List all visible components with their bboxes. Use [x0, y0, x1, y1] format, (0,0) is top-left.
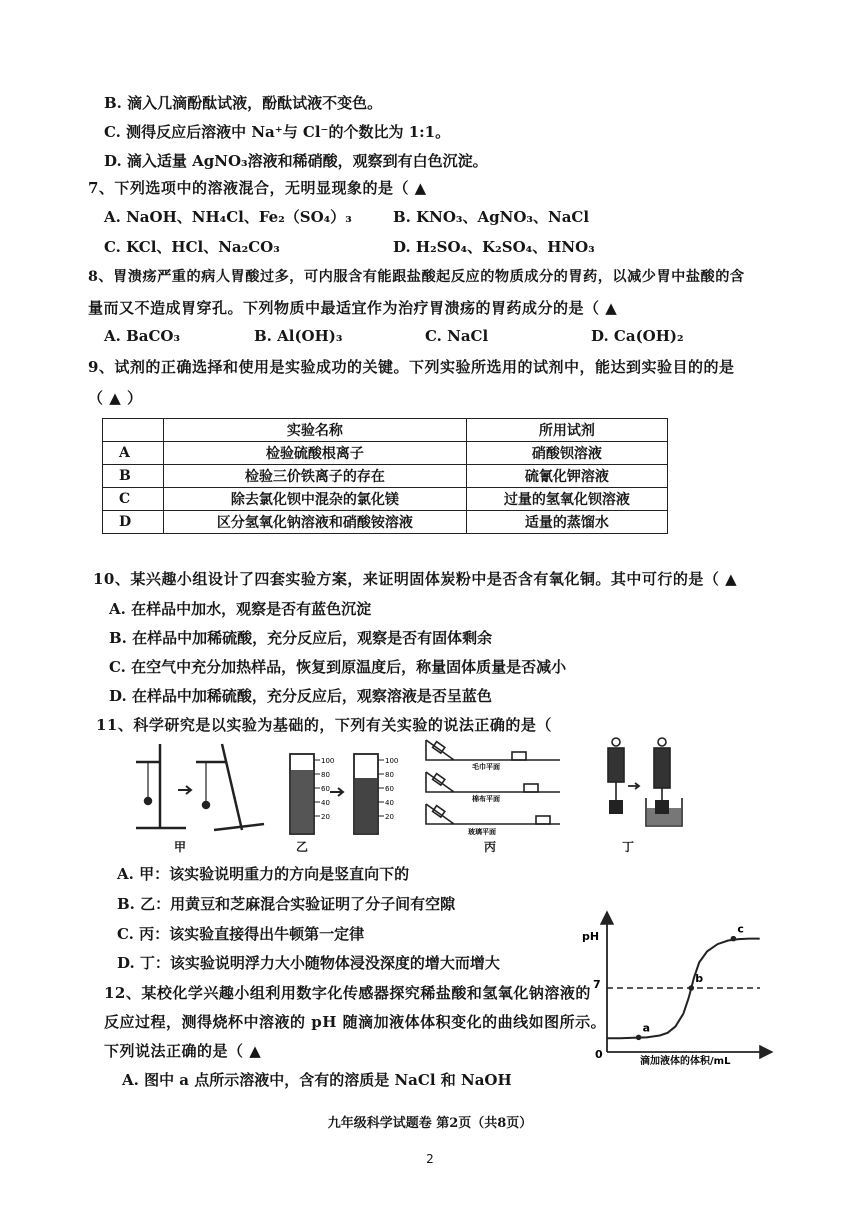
table-cell: 适量的蒸馏水: [466, 511, 667, 534]
q7-option-c: C. KCl、HCl、Na₂CO₃: [104, 238, 280, 256]
q6-option-c: C. 测得反应后溶液中 Na⁺与 Cl⁻的个数比为 1:1。: [104, 123, 451, 141]
q10-option-b: B. 在样品中加稀硫酸，充分反应后，观察是否有固体剩余: [109, 629, 493, 647]
cylinder-mark: 40: [321, 799, 330, 807]
point-b: [688, 985, 694, 991]
plane-label: 棉布平面: [472, 795, 500, 803]
cylinder-mark: 60: [321, 785, 330, 793]
y-axis-label: pH: [582, 930, 600, 943]
table-header-row: [103, 419, 668, 442]
q12-option-a: A. 图中 a 点所示溶液中，含有的溶质是 NaCl 和 NaOH: [122, 1071, 512, 1089]
q8-option-d: D. Ca(OH)₂: [591, 327, 684, 345]
table-cell: 过量的氢氧化钡溶液: [466, 488, 667, 511]
table-cell: 区分氢氧化钠溶液和硝酸铵溶液: [164, 511, 467, 534]
q11-option-b: B. 乙：用黄豆和芝麻混合实验证明了分子间有空隙: [117, 895, 456, 913]
table-row: [103, 465, 668, 488]
q7-option-d: D. H₂SO₄、K₂SO₄、HNO₃: [393, 238, 595, 256]
q9-stem-line1: 9、试剂的正确选择和使用是实验成功的关键。下列实验所选用的试剂中，能达到实验目的的是: [88, 358, 735, 376]
q10-option-c: C. 在空气中充分加热样品，恢复到原温度后，称量固体质量是否减小: [109, 658, 567, 676]
q11-label-bing: 丙: [484, 840, 497, 854]
q8-stem-line1: 8、胃溃疡严重的病人胃酸过多，可内服含有能跟盐酸起反应的物质成分的胃药，以减少胃中盐酸的含: [88, 269, 745, 285]
x-axis-label: 滴加液体的体积/mL: [640, 1056, 731, 1067]
table-row: [103, 442, 668, 465]
plane-label: 毛巾平面: [472, 763, 500, 771]
cylinder-mark: 60: [385, 785, 394, 793]
cylinder-mark: 20: [385, 813, 394, 821]
point-label-b: b: [695, 972, 704, 985]
q11-option-c: C. 丙：该实验直接得出牛顿第一定律: [117, 925, 365, 943]
cylinder-mark: 20: [321, 813, 330, 821]
q10-option-d: D. 在样品中加稀硫酸，充分反应后，观察溶液是否呈蓝色: [109, 687, 492, 705]
cylinder-mark: 100: [321, 757, 335, 765]
table-row: [103, 488, 668, 511]
point-label-a: a: [642, 1021, 651, 1035]
cylinder-mark: 40: [385, 799, 394, 807]
table-cell: D: [103, 511, 164, 534]
ref-line-label: 7: [593, 978, 601, 991]
page-footer: 九年级科学试题卷 第2页（共8页）: [327, 1116, 533, 1131]
q11-figure-ding: [598, 736, 688, 836]
q8-option-c: C. NaCl: [425, 327, 489, 345]
q12-stem-line1: 12、某校化学兴趣小组利用数字化传感器探究稀盐酸和氢氧化钠溶液的: [104, 984, 591, 1002]
q12-stem-line3: 下列说法正确的是（ ▲: [104, 1042, 262, 1060]
table-header-cell: 实验名称: [164, 419, 467, 442]
table-cell: 检验硫酸根离子: [164, 442, 467, 465]
cylinder-mark: 80: [321, 771, 330, 779]
q8-option-a: A. BaCO₃: [104, 327, 181, 345]
plane-label: 玻璃平面: [468, 828, 496, 836]
q6-option-b: B. 滴入几滴酚酞试液，酚酞试液不变色。: [104, 94, 383, 112]
q8-stem-line2: 量而又不造成胃穿孔。下列物质中最适宜作为治疗胃溃疡的胃药成分的是（ ▲: [88, 299, 618, 317]
table-cell: 硝酸钡溶液: [466, 442, 667, 465]
q11-figure-bing: [424, 738, 564, 838]
q11-label-ding: 丁: [622, 840, 635, 854]
q12-stem-line2: 反应过程，测得烧杯中溶液的 pH 随滴加液体体积变化的曲线如图所示。: [104, 1013, 607, 1031]
point-c: [731, 936, 737, 942]
q7-option-a: A. NaOH、NH₄Cl、Fe₂（SO₄）₃: [104, 208, 352, 226]
point-label-c: c: [737, 922, 744, 936]
q9-table: [102, 418, 668, 534]
table-row: [103, 511, 668, 534]
q7-option-b: B. KNO₃、AgNO₃、NaCl: [393, 208, 590, 226]
q6-option-d: D. 滴入适量 AgNO₃溶液和稀硝酸，观察到有白色沉淀。: [104, 152, 488, 170]
point-a: [636, 1035, 642, 1041]
q10-stem: 10、某兴趣小组设计了四套实验方案，来证明固体炭粉中是否含有氧化铜。其中可行的是（ ▲: [93, 570, 738, 588]
q7-stem: 7、下列选项中的溶液混合，无明显现象的是（ ▲: [88, 179, 427, 197]
q10-option-a: A. 在样品中加水，观察是否有蓝色沉淀: [109, 600, 372, 618]
ph-chart: [580, 898, 780, 1068]
q11-stem: 11、科学研究是以实验为基础的，下列有关实验的说法正确的是（: [96, 716, 552, 734]
origin-label: 0: [595, 1048, 603, 1061]
table-cell: 除去氯化钡中混杂的氯化镁: [164, 488, 467, 511]
table-cell: 硫氰化钾溶液: [466, 465, 667, 488]
page-number: 2: [426, 1152, 434, 1166]
q11-option-a: A. 甲：该实验说明重力的方向是竖直向下的: [117, 865, 410, 883]
table-cell: B: [103, 465, 164, 488]
q11-figure-yi: [282, 748, 412, 838]
q9-stem-line2: （ ▲ ）: [88, 389, 143, 407]
q11-label-jia: 甲: [174, 840, 187, 854]
q11-figure-jia: [126, 738, 276, 838]
q8-option-b: B. Al(OH)₃: [254, 327, 343, 345]
q11-option-d: D. 丁：该实验说明浮力大小随物体浸没深度的增大而增大: [117, 954, 500, 972]
q11-label-yi: 乙: [296, 840, 309, 854]
table-cell: A: [103, 442, 164, 465]
table-header-cell: [103, 419, 164, 442]
cylinder-mark: 100: [385, 757, 399, 765]
table-cell: C: [103, 488, 164, 511]
table-cell: 检验三价铁离子的存在: [164, 465, 467, 488]
cylinder-mark: 80: [385, 771, 394, 779]
table-header-cell: 所用试剂: [466, 419, 667, 442]
